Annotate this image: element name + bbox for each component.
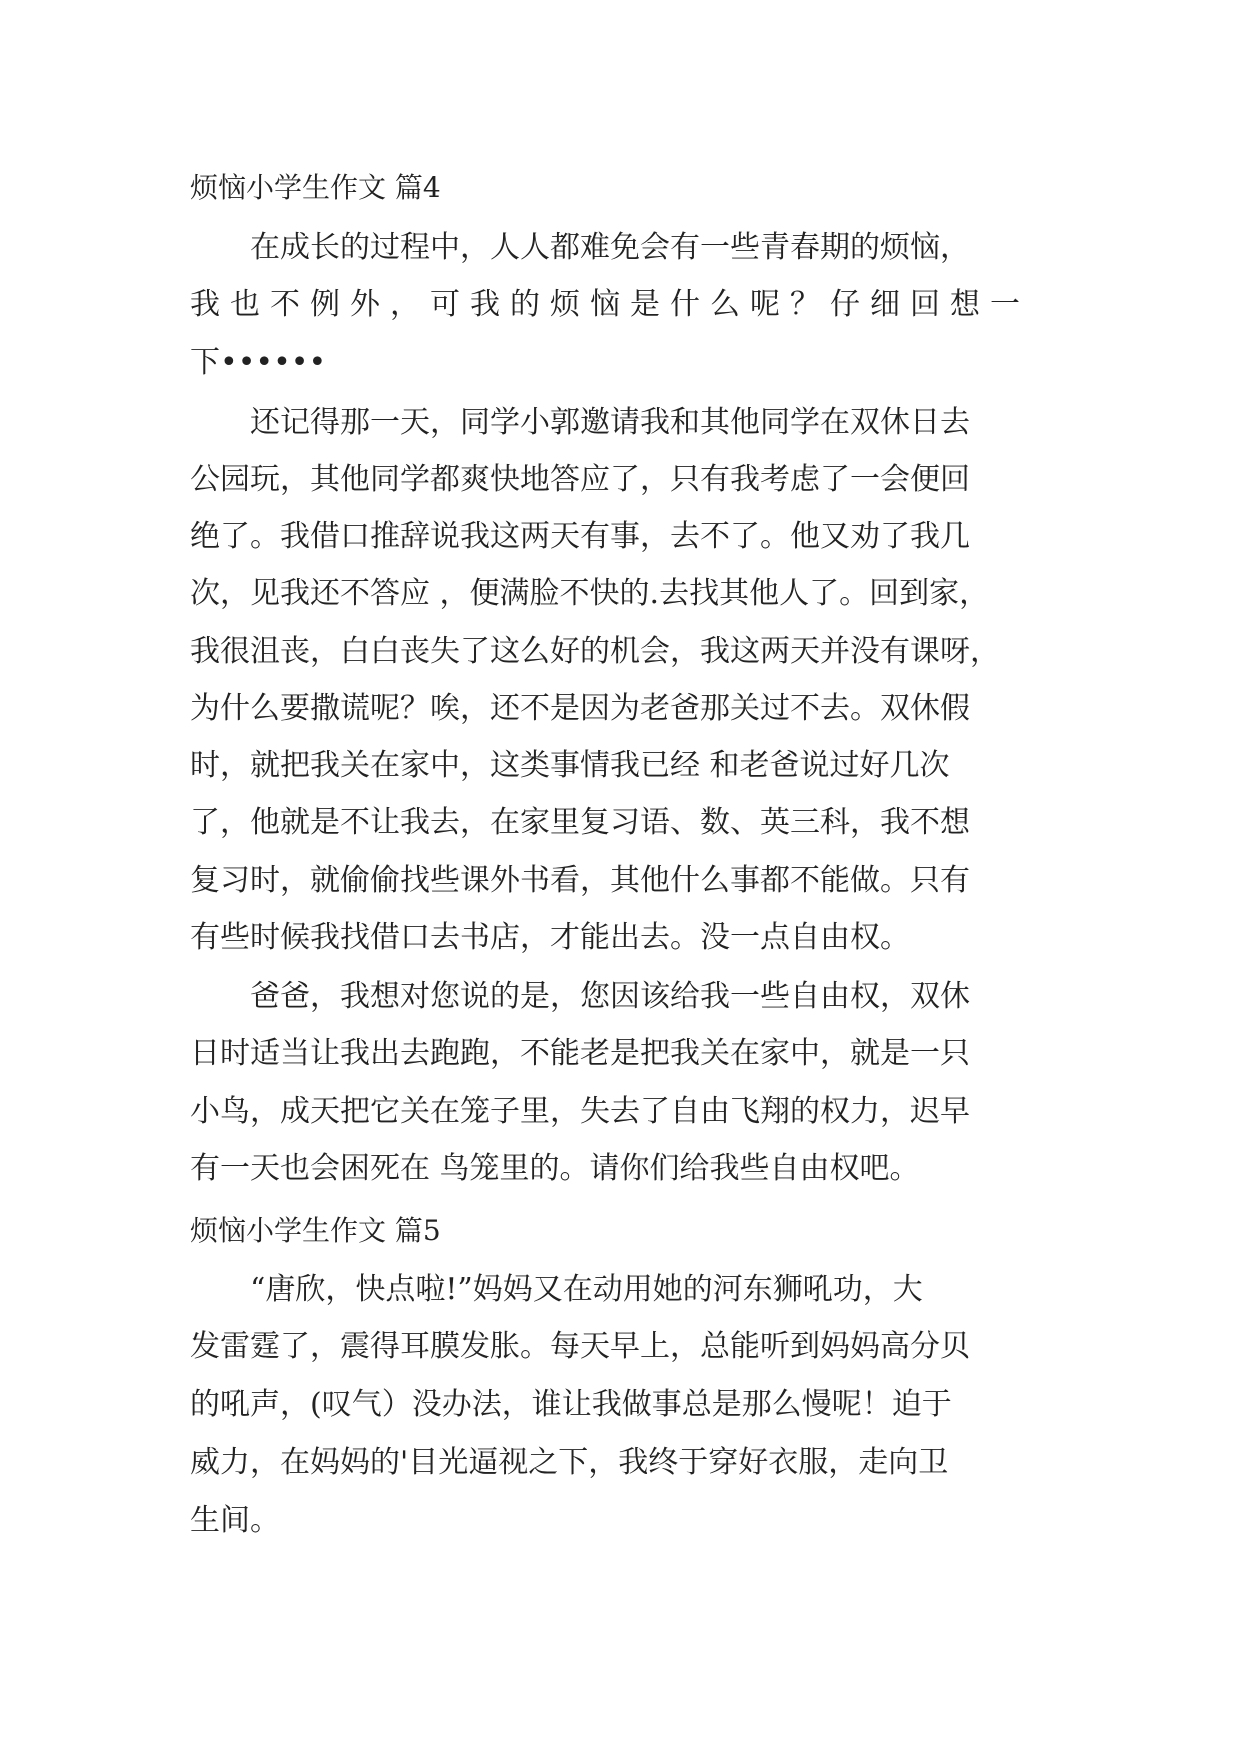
paragraph-line: 威力，在妈妈的'目光逼视之下，我终于穿好衣服，走向卫 [190, 1445, 949, 1480]
section-heading: 烦恼小学生作文 篇4 [190, 171, 441, 204]
paragraph-line [190, 285, 1070, 325]
paragraph-line: 有些时候我找借口去书店，才能出去。没一点自由权。 [190, 920, 910, 955]
paragraph-line: 的吼声，(叹气）没办法，谁让我做事总是那么慢呢！迫于 [190, 1387, 952, 1422]
paragraph-line-text: 我也不例外，可我的烦恼是什么呢？仔细回想一 [190, 287, 1030, 322]
paragraph-line: 爸爸，我想对您说的是，您因该给我一些自由权，双休 [250, 979, 970, 1014]
paragraph-line: 绝了。我借口推辞说我这两天有事，去不了。他又劝了我几 [190, 519, 970, 554]
paragraph-line: 为什么要撒谎呢？唉，还不是因为老爸那关过不去。双休假 [190, 691, 970, 726]
section-heading: 烦恼小学生作文 篇5 [190, 1214, 441, 1247]
paragraph-line: 公园玩，其他同学都爽快地答应了，只有我考虑了一会便回 [190, 462, 970, 497]
paragraph-line: 生间。 [190, 1503, 280, 1538]
paragraph-line: 次，见我还不答应 ，便满脸不快的.去找其他人了。回到家， [190, 576, 990, 611]
paragraph-line: 在成长的过程中，人人都难免会有一些青春期的烦恼， [250, 230, 970, 265]
paragraph-line: 有一天也会困死在 鸟笼里的。请你们给我些自由权吧。 [190, 1151, 920, 1186]
paragraph-line: “唐欣，快点啦!”妈妈又在动用她的河东狮吼功，大 [250, 1272, 923, 1307]
paragraph-line: 我很沮丧，白白丧失了这么好的机会，我这两天并没有课呀， [190, 634, 1000, 669]
paragraph-line: 时，就把我关在家中，这类事情我已经 和老爸说过好几次 [190, 748, 950, 783]
paragraph-line: 日时适当让我出去跑跑，不能老是把我关在家中，就是一只 [190, 1036, 970, 1071]
paragraph-line: 复习时，就偷偷找些课外书看，其他什么事都不能做。只有 [190, 863, 970, 898]
paragraph-line: 了，他就是不让我去，在家里复习语、数、英三科，我不想 [190, 805, 970, 840]
paragraph-line: 下•••••• [190, 345, 327, 380]
paragraph-line: 发雷霆了，震得耳膜发胀。每天早上，总能听到妈妈高分贝 [190, 1329, 970, 1364]
paragraph-line: 小鸟，成天把它关在笼子里，失去了自由飞翔的权力，迟早 [190, 1094, 970, 1129]
paragraph-line: 还记得那一天，同学小郭邀请我和其他同学在双休日去 [250, 405, 970, 440]
